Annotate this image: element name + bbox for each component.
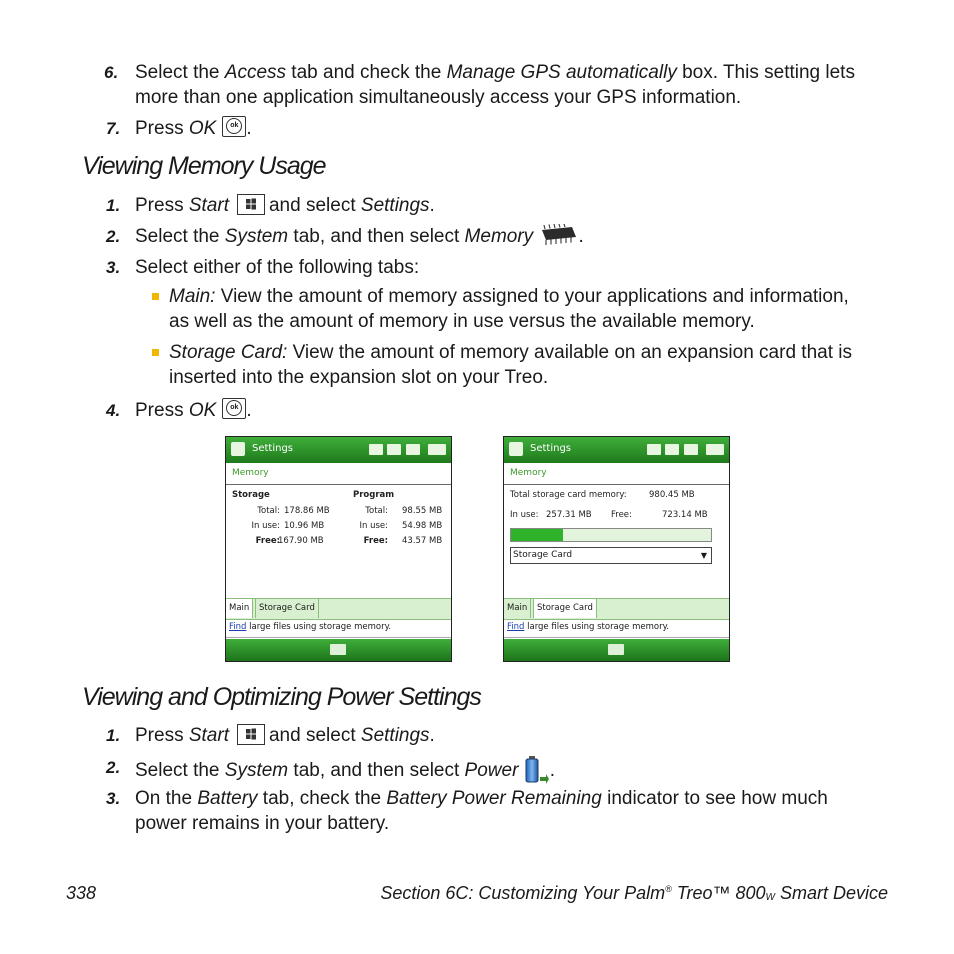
mem-step-2-text: Select the System tab, and then select Memory .	[135, 224, 584, 255]
network-icon	[647, 444, 661, 455]
battery-status-icon	[406, 444, 420, 455]
power-step-3-text: On the Battery tab, check the Battery Power Remaining indicator to see how much power remains in your battery.	[135, 788, 828, 834]
step-6-text: Select the Access tab and check the Manage GPS automatically box. This setting lets more than one application simultaneously access your GPS information.	[135, 62, 855, 108]
step-7-text: Press OK ok .	[135, 118, 252, 139]
keyboard-icon[interactable]	[608, 644, 624, 655]
signal-icon	[387, 444, 401, 455]
usage-bar-fill	[511, 529, 563, 541]
softkey-bar	[226, 639, 451, 661]
usage-bar	[510, 528, 712, 542]
tab-storage-card[interactable]: Storage Card	[533, 599, 597, 618]
softkey-bar	[504, 639, 729, 661]
find-link[interactable]: Find	[229, 622, 247, 632]
find-large-files: Find large files using storage memory.	[229, 622, 392, 632]
power-step-2-text: Select the System tab, and then select Power .	[135, 755, 555, 792]
step-6	[104, 60, 118, 85]
tab-main[interactable]: Main	[226, 599, 253, 618]
screenshot-memory-main: Settings Memory Storage Program Total: 178.86 MB Total: 98.55 MB In use: 10.96 MB In use: 54.98 MB Free: 167.90 MB Free: 43.57 MB Main Storage Card Find large files using storage memory.	[225, 436, 452, 662]
mem-step-1-text: Press Start and select Settings.	[135, 195, 435, 216]
bullet-main: Main: View the amount of memory assigned to your applications and information, as well as the amount of memory in use versus the available memory.	[169, 286, 849, 332]
find-link[interactable]: Find	[507, 622, 525, 632]
dropdown-arrow-icon: ▼	[700, 551, 707, 560]
tab-main[interactable]: Main	[504, 599, 531, 618]
title-bar: Settings	[226, 437, 451, 463]
ok-button-icon: ok	[222, 398, 246, 419]
step-7: 7.	[106, 119, 121, 138]
windows-start-icon	[237, 724, 265, 745]
bullet-marker	[152, 293, 159, 300]
tab-strip	[226, 598, 451, 620]
page-number: 338	[66, 883, 97, 903]
bullet-marker	[152, 349, 159, 356]
battery-status-icon	[684, 444, 698, 455]
section-heading-power: Viewing and Optimizing Power Settings	[82, 683, 481, 711]
ok-button-icon: ok	[222, 116, 246, 137]
power-step-1-text: Press Start and select Settings.	[135, 725, 435, 746]
mem-step-3-text: Select either of the following tabs:	[135, 257, 420, 278]
section-heading-memory: Viewing Memory Usage	[82, 152, 326, 180]
signal-icon	[665, 444, 679, 455]
manage-gps-term: Manage GPS automatically	[446, 62, 677, 83]
ok-titlebar-button[interactable]	[706, 444, 724, 455]
windows-icon	[509, 442, 523, 456]
ok-titlebar-button[interactable]	[428, 444, 446, 455]
screenshot-memory-storage-card: Settings Memory Total storage card memory: 980.45 MB In use: 257.31 MB Free: 723.14 MB Storage Card ▼ Main Storage Card Find large files using storage memory.	[503, 436, 730, 662]
windows-start-icon	[237, 194, 265, 215]
running-footer: Section 6C: Customizing Your Palm® Treo™ $800_W$ Smart Device	[380, 883, 888, 903]
memory-chip-icon	[538, 224, 578, 255]
tab-storage-card[interactable]: Storage Card	[255, 599, 319, 618]
title-bar: Settings	[504, 437, 729, 463]
tab-strip	[504, 598, 729, 620]
network-icon	[369, 444, 383, 455]
find-large-files: Find large files using storage memory.	[507, 622, 670, 632]
access-term: Access	[224, 62, 287, 83]
step-number: 6.	[104, 63, 119, 82]
mem-step-4-text: Press OK ok .	[135, 400, 252, 421]
bullet-storage-card: Storage Card: View the amount of memory available on an expansion card that is inserted into the expansion slot on your Treo.	[169, 342, 852, 388]
keyboard-icon[interactable]	[330, 644, 346, 655]
windows-icon	[231, 442, 245, 456]
storage-dropdown[interactable]: Storage Card ▼	[510, 547, 712, 564]
